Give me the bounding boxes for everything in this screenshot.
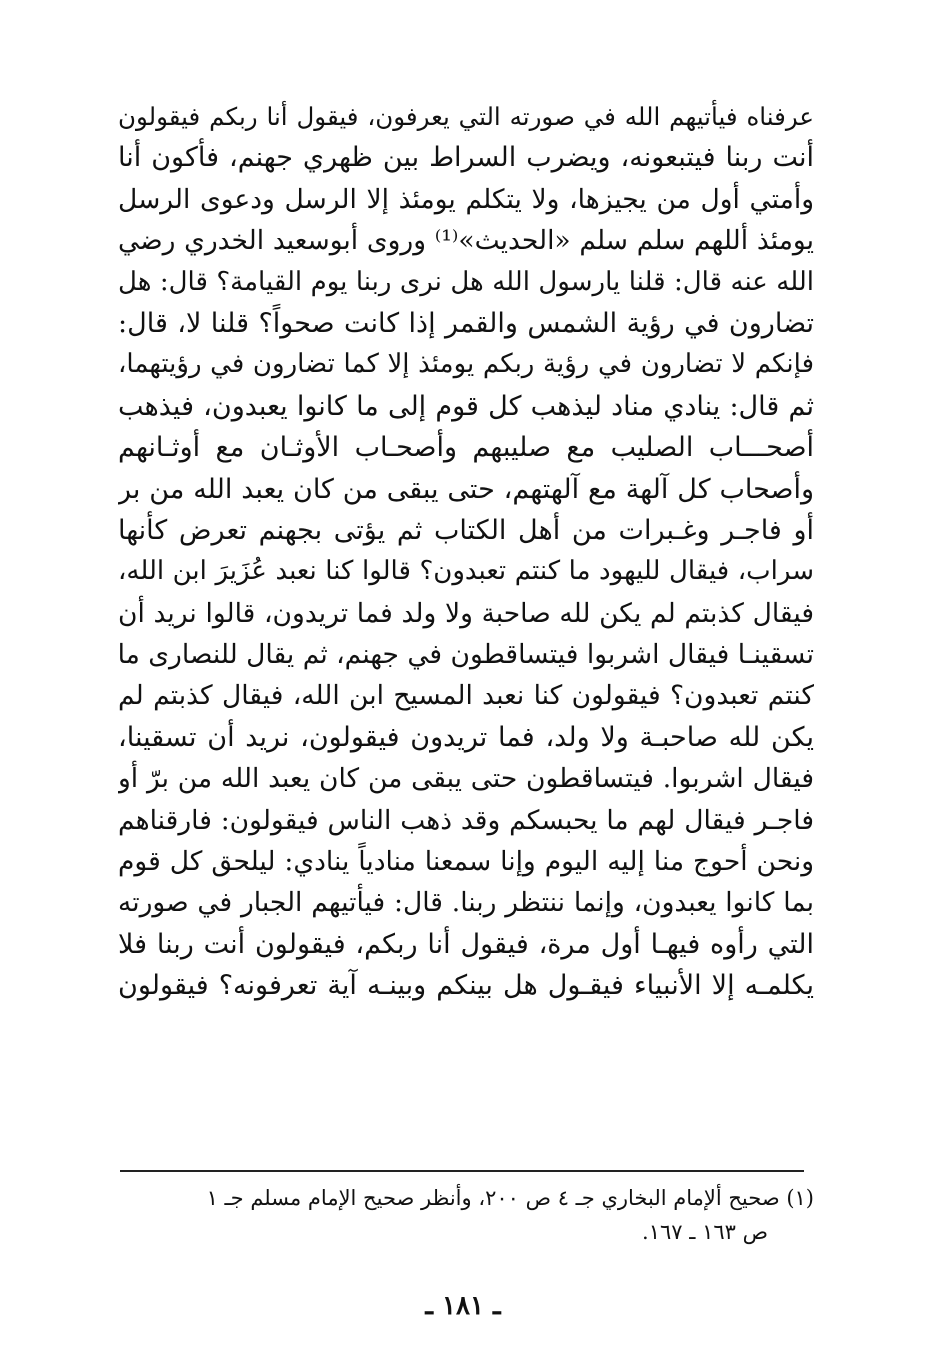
page-number: ـ ١٨١ ـ <box>425 1291 501 1321</box>
text-line: فاجـر فيقال لهم ما يحبسكم وقد ذهب الناس فيقولون: فارقناهم <box>118 804 814 836</box>
text-line: فإنكم لا تضارون في رؤية ربكم يومئذ إلا كما تضارون في رؤيتهما، <box>118 349 814 380</box>
text-line: سراب، فيقال لليهود ما كنتم تعبدون؟ قالوا كنا نعبد عُزَيرَ ابن الله، <box>118 556 814 587</box>
text-line: عرفناه فيأتيهم الله في صورته التي يعرفون، فيقول أنا ربكم فيقولون <box>118 102 814 131</box>
text-line: فيقال اشربوا. فيتساقطون حتى يبقى من كان يعبد الله من برّ أو <box>118 763 814 795</box>
text-line: تضارون في رؤية الشمس والقمر إذا كانت صحواً؟ قلنا لا، قال: <box>118 307 814 339</box>
text-line: التي رأوه فيهـا أول مرة، فيقول أنا ربكم، فيقولون أنت ربنا فلا <box>118 928 814 960</box>
footnote-divider <box>120 1170 804 1172</box>
text-line: ثم قال: ينادي مناد ليذهب كل قوم إلى ما كانوا يعبدون، فيذهب <box>118 390 814 422</box>
text-line: وأمتي أول من يجيزها، ولا يتكلم يومئذ إلا الرسل ودعوى الرسل <box>118 183 814 215</box>
footnote-line: (١) صحيح ألإمام البخاري جـ ٤ ص ٢٠٠، وأنظر صحيح الإمام مسلم جـ ١ <box>206 1186 814 1210</box>
text-line: ونحن أحوج منا إليه اليوم وإنا سمعنا منادياً ينادي: ليلحق كل قوم <box>118 846 814 878</box>
main-text-block <box>118 96 814 1007</box>
text-line: أنت ربنا فيتبعونه، ويضرب السراط بين ظهري جهنم، فأكون أنا <box>118 142 814 174</box>
text-line: يومئذ أللهم سلم سلم «الحديث»⁽¹⁾ وروى أبوسعيد الخدري رضي <box>118 225 814 257</box>
text-line: يكلمـه إلا الأنبياء فيقـول هل بينكم وبينـه آية تعرفونه؟ فيقولون <box>118 970 814 1002</box>
text-line: تسقينـا فيقال اشربوا فيتساقطون في جهنم، ثم يقال للنصارى ما <box>118 639 814 671</box>
footnotes-block <box>118 1181 814 1249</box>
text-line: أصحـــاب الصليب مع صليبهم وأصحـاب الأوثـان مع أوثـانهم <box>118 432 814 464</box>
text-line: فيقال كذبتم لم يكن لله صاحبة ولا ولد فما تريدون، قالوا نريد أن <box>118 597 814 629</box>
text-line: يكن لله صاحبـة ولا ولد، فما تريدون فيقولون، نريد أن تسقينا، <box>118 721 814 753</box>
text-line: بما كانوا يعبدون، وإنما ننتظر ربنا. قال: فيأتيهم الجبار في صورته <box>118 887 814 919</box>
footnote-line: ص ١٦٣ ـ ١٦٧. <box>642 1220 768 1244</box>
text-line: وأصحاب كل آلهة مع آلهتهم، حتى يبقى من كان يعبد الله من بر <box>118 473 814 505</box>
text-line: أو فاجـر وغـبرات من أهل الكتاب ثم يؤتى بجهنم تعرض كأنها <box>118 514 814 546</box>
text-line: الله عنه قال: قلنا يارسول الله هل نرى ربنا يوم القيامة؟ قال: هل <box>118 266 814 297</box>
text-line: كنتم تعبدون؟ فيقولون كنا نعبد المسيح ابن الله، فيقال كذبتم لم <box>118 680 814 712</box>
